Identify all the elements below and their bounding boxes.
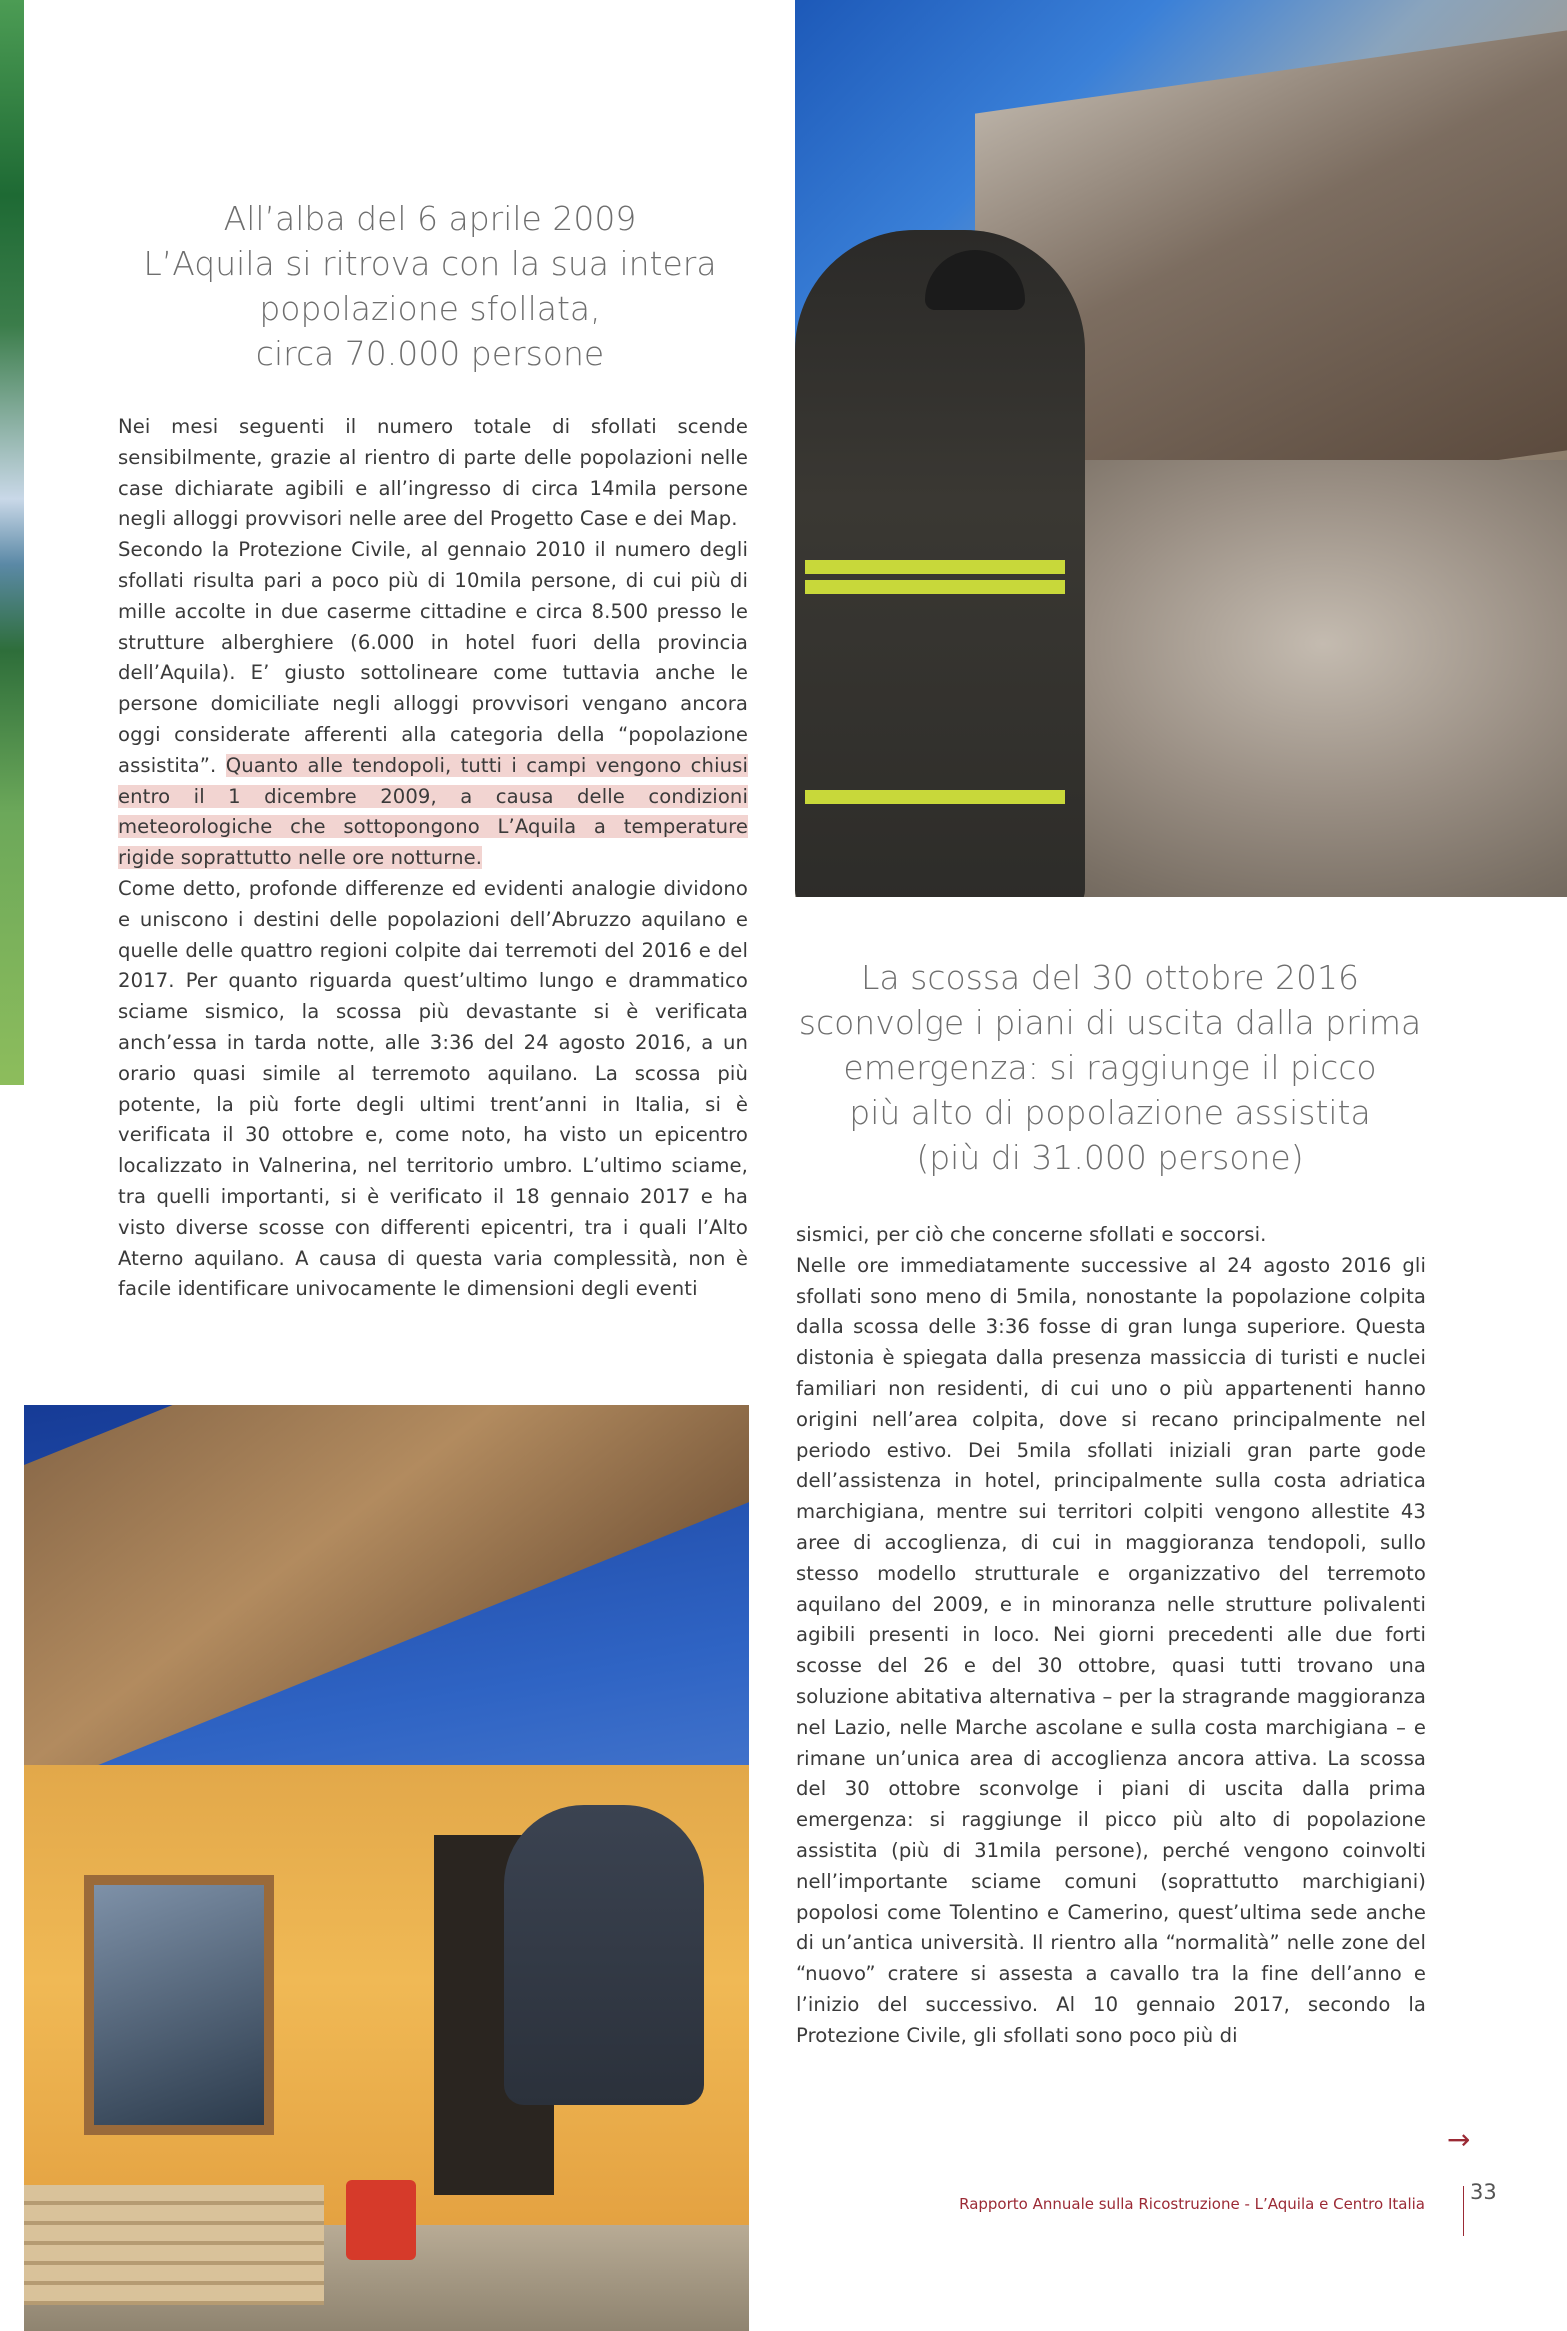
highlighted-text: Quanto alle tendopoli, tutti i campi vengono chiusi entro il 1 dicembre 2009, a causa delle condizioni meteorologiche che sottopongono L’Aquila a temperature rigide soprattutto nelle ore notturne.: [118, 753, 748, 870]
section-heading-first: [110, 196, 750, 376]
heading-line: circa 70.000 persone: [255, 334, 605, 373]
reflective-stripe: [805, 790, 1065, 804]
heading-line: emergenza: si raggiunge il picco: [843, 1048, 1377, 1087]
paragraph: [118, 535, 748, 874]
firefighter-figure: [795, 230, 1085, 897]
heading-line: (più di 31.000 persone): [916, 1138, 1304, 1177]
firefighter-rubble-photo: [795, 0, 1567, 897]
left-text-column: [118, 412, 748, 1305]
footer-divider: [1463, 2186, 1464, 2236]
red-bucket: [346, 2180, 416, 2260]
edge-photo-strip: [0, 0, 24, 1085]
paragraph-text: Secondo la Protezione Civile, al gennaio 2010 il numero degli sfollati risulta pari a poco più di 10mila persone, di cui più di mille accolte in due caserme cittadine e circa 8.500 presso le strutture alberghiere (6.000 in hotel fuori della provincia dell’Aquila). E’ giusto sottolineare come tuttavia anche le persone domiciliate negli alloggi provvisori vengano ancora oggi considerate afferenti alla categoria della “popolazione assistita”.: [118, 538, 748, 777]
paragraph: Nelle ore immediatamente successive al 24 agosto 2016 gli sfollati sono meno di 5mila, nonostante la popolazione colpita dalla scossa delle 3:36 fosse di gran lunga superiore. Questa distonia è spiegata dalla presenza massiccia di turisti e nuclei familiari non residenti, di cui uno o più appartenenti hanno origini nell’area colpita, dove si recano principalmente nel periodo estivo. Dei 5mila sfollati iniziali gran parte gode dell’assistenza in hotel, principalmente sulla costa adriatica marchigiana, mentre sui territori colpiti vengono allestite 43 aree di accoglienza, di cui in maggioranza tendopoli, sullo stesso modello strutturale e organizzativo del terremoto aquilano del 2009, e in minoranza nelle strutture polivalenti agibili presenti in loco. Nei giorni precedenti alle due forti scosse del 26 e del 30 ottobre, quasi tutti trovano una soluzione abitativa alternativa – per la stragrande maggioranza nel Lazio, nelle Marche ascolane e sulla costa marchigiana – e rimane un’unica area di accoglienza ancora attiva. La scossa del 30 ottobre sconvolge i piani di uscita dalla prima emergenza: si raggiunge il picco più alto di popolazione assistita (più di 31mila persone), perché vengono coinvolti nell’importante sciame comuni (soprattutto marchigiani) popolosi come Tolentino e Camerino, quest’ultima sede anche di un’antica università. Il rientro alla “normalità” nelle zone del “nuovo” cratere si assesta a cavallo tra la fine dell’anno e l’inizio del successivo. Al 10 gennaio 2017, secondo la Protezione Civile, gli sfollati sono poco più di: [796, 1253, 1426, 2047]
wood-planks: [24, 2185, 324, 2305]
house-window: [84, 1875, 274, 2135]
page-number: 33: [1470, 2180, 1497, 2204]
reflective-stripe: [805, 580, 1065, 594]
heading-line: sconvolge i piani di uscita dalla prima: [798, 1003, 1422, 1042]
footer-title: Rapporto Annuale sulla Ricostruzione - L’Aquila e Centro Italia: [959, 2195, 1425, 2213]
heading-line: All’alba del 6 aprile 2009: [223, 199, 637, 238]
heading-line: La scossa del 30 ottobre 2016: [861, 958, 1359, 997]
arrow-right-icon[interactable]: →: [1447, 2123, 1471, 2156]
person-sweeping: [504, 1805, 704, 2105]
heading-line: popolazione sfollata,: [259, 289, 601, 328]
paragraph: Come detto, profonde differenze ed evidenti analogie dividono e uniscono i destini delle popolazioni dell’Abruzzo aquilano e quelle delle quattro regioni colpite dai terremoti del 2016 e del 2017. Per quanto riguarda quest’ultimo lungo e drammatico sciame sismico, la scossa più devastante si è verificata anch’essa in tarda notte, alle 3:36 del 24 agosto 2016, a un orario quasi simile al terremoto aquilano. La scossa più potente, la più forte degli ultimi trent’anni in Italia, si è verificata il 30 ottobre e, come noto, ha visto un epicentro localizzato in Valnerina, nel territorio umbro. L’ultimo sciame, tra quelli importanti, si è verificato il 18 gennaio 2017 e ha visto diverse scosse con differenti epicentri, tra i quali l’Alto Aterno aquilano. A causa di questa varia complessità, non è facile identificare univocamente le dimensioni degli eventi: [118, 876, 748, 1301]
section-heading-second: [780, 955, 1440, 1180]
right-text-column: [796, 1220, 1426, 2052]
heading-line: più alto di popolazione assistita: [849, 1093, 1371, 1132]
heading-line: L’Aquila si ritrova con la sua intera: [143, 244, 717, 283]
house-sweeping-photo: [24, 1405, 749, 2331]
paragraph: sismici, per ciò che concerne sfollati e soccorsi.: [796, 1223, 1267, 1246]
paragraph: Nei mesi seguenti il numero totale di sfollati scende sensibilmente, grazie al rientro di parte delle popolazioni nelle case dichiarate agibili e all’ingresso di circa 14mila persone negli alloggi provvisori nelle aree del Progetto Case e dei Map.: [118, 415, 748, 531]
reflective-stripe: [805, 560, 1065, 574]
roof-eave: [24, 1405, 749, 1795]
